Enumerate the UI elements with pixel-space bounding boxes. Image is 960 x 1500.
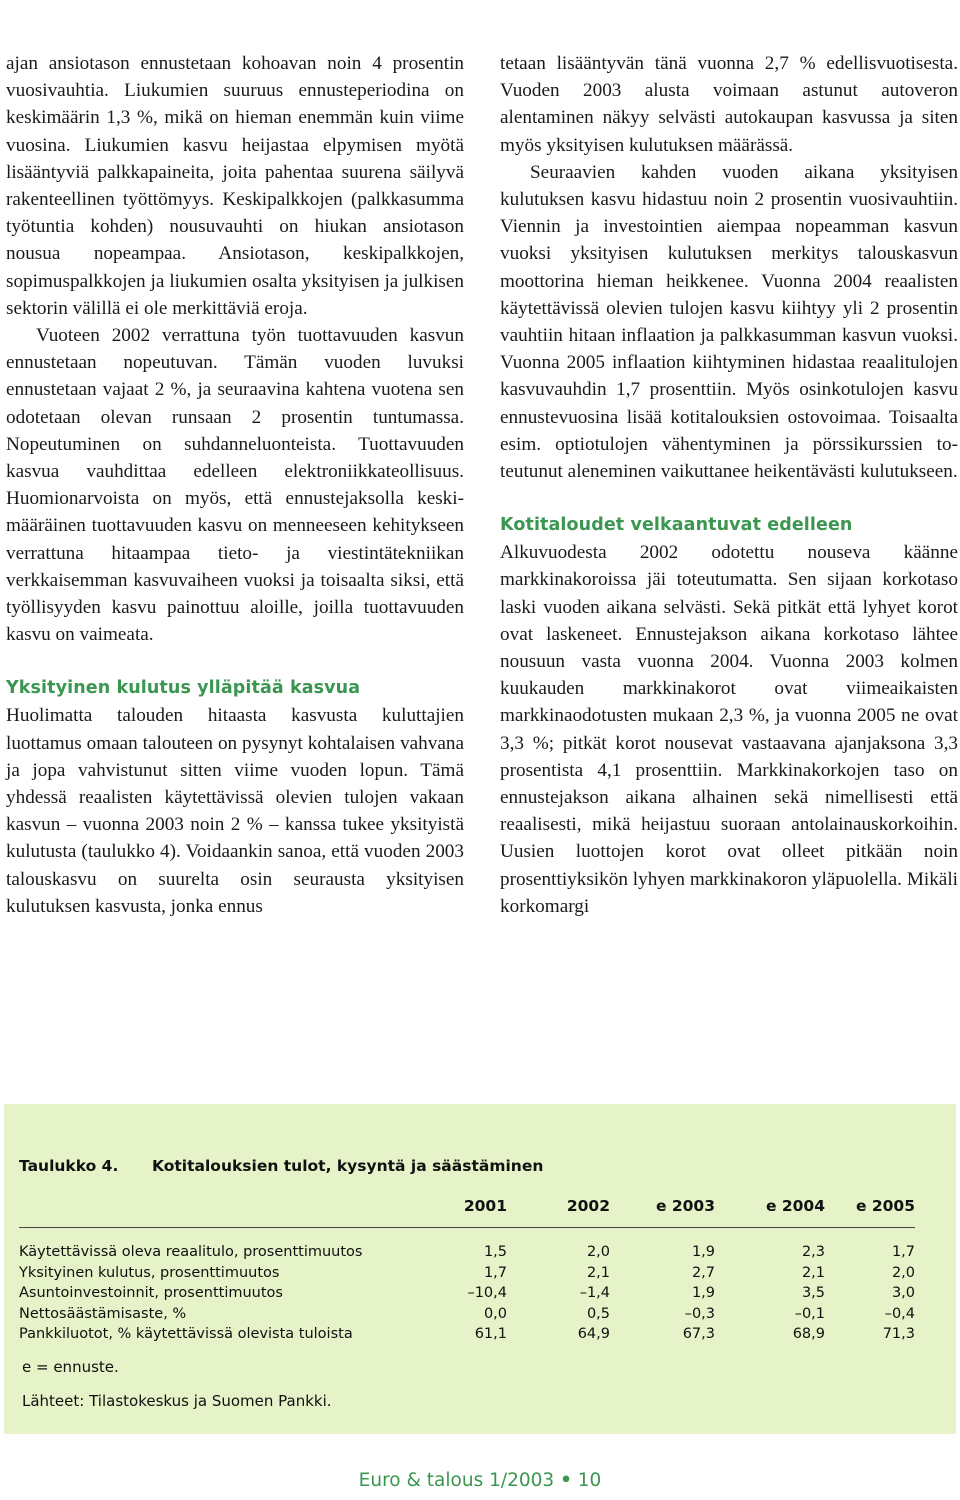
left-column	[6, 50, 464, 920]
table-cell: 64,9	[577, 1326, 610, 1343]
table-cell: 61,1	[474, 1326, 507, 1343]
section-heading: Yksityinen kulutus ylläpitää kasvua	[6, 678, 361, 699]
table-number: Taulukko 4.	[19, 1157, 119, 1175]
table-cell: 2,1	[801, 1264, 825, 1281]
paragraph: tetaan lisääntyvän tänä vuonna 2,7 % edellisvuotisesta. Vuoden 2003 alusta voimaan astunut autoveron alentaminen näkyy selvästi autokaupan kasvussa ja siten myös yksityisen kulutuksen määrässä.	[500, 53, 958, 156]
row-label: Pankkiluotot, % käytettävissä olevista tuloista	[19, 1326, 353, 1343]
table-cell: 2,7	[691, 1264, 715, 1281]
table-cell: 0,5	[586, 1305, 610, 1322]
table-cell: –0,3	[684, 1305, 715, 1322]
footer-bullet: •	[560, 1470, 572, 1491]
paragraph: ajan ansiotason ennustetaan kohoavan noin 4 prosentin vuosivauhtia. Liukumien suuruus ennusteperiodina on keskimäärin 1,3 %, mikä on hieman enemmän kuin viime vuosina. Liukumien kasvu heijastaa elpymisen myötä lisääntyviä palkkapaineita, joita pahentaa suurena säilyvä rakenteellinen työttömyys. Keskipalkkojen (palkkasumma työtuntia kohden) nousuvauhti on hiukan ansiotason nousua nopeampaa. Ansiotason, keskipalkkojen, sopimuspalkkojen ja liukumien osalta yksityisen ja julkisen sektorin välillä ei ole merkittäviä eroja.	[6, 53, 464, 319]
header-label-cell	[19, 1197, 439, 1228]
column-header: e 2004	[765, 1197, 825, 1215]
row-label: Asuntoinvestoinnit, prosenttimuutos	[19, 1285, 283, 1302]
section-heading: Kotitaloudet velkaantuvat edelleen	[500, 515, 853, 536]
table-row	[19, 1324, 915, 1345]
table-box	[4, 1104, 956, 1434]
table-row	[19, 1242, 915, 1263]
table-cell: 2,0	[586, 1244, 610, 1261]
table-source: Lähteet: Tilastokeskus ja Suomen Pankki.	[22, 1392, 332, 1410]
paragraph: Vuoteen 2002 verrattuna työn tuottavuuden kasvun ennustetaan nopeutuvan. Tämän vuoden luvuksi ennustetaan vajaat 2 %, ja seuraavina kahtena vuotena sen odotetaan olevan runsaan 2 prosentin tuntumassa. Nopeutuminen on suhdanneluonteista. Tuottavuuden kasvua vauhdittaa edelleen elektroniikkateollisuus. Huomionarvoista on myös, että ennustejaksolla keskimääräinen tuottavuuden kasvu on menneeseen kehitykseen verrattuna hitaampaa tieto- ja viestintätekniikan verkkaisemman kasvuvaiheen vuoksi ja toisaalta siksi, että työllisyyden kasvu painottuu aloille, joilla tuottavuuden kasvu on vaimeata.	[6, 325, 464, 646]
table-cell: 3,0	[891, 1285, 915, 1302]
paragraph: Huolimatta talouden hitaasta kasvusta kuluttajien luottamus omaan talouteen on pysynyt kohtalaisen vahvana ja jopa vahvistunut sitten viime vuoden lopun. Tämä yhdessä reaalisten käytettävissä olevien tulojen vakaan kasvun – vuonna 2003 noin 2 % – kanssa tukee yksityistä kulutusta (taulukko 4). Voidaankin sanoa, että vuoden 2003 talouskasvu on suurelta osin seurausta yksityisen kulutuksen kasvusta, jonka ennus	[6, 705, 464, 917]
paragraph: Seuraavien kahden vuoden aikana yksityisen kulutuksen kasvu hidastuu noin 2 prosentin vuosivauhtiin. Viennin ja investointien aiempaa nopeamman kasvun vuoksi yksityisen kulutuksen merkitys talouskasvun moottorina hieman heikkenee. Vuonna 2004 reaalisten käytettävissä olevien tulojen kasvu kiihtyy yli 2 prosentin vauhtiin hitaan inflaation ja palkkasumman kasvun vuoksi. Vuonna 2005 inflaation kiihtyminen hidastaa reaalitulojen kasvuvauhdin 1,7 prosenttiin. Myös osinkotulojen kasvu ennustevuosina lisää kotitalouksien ostovoimaa. Toisaalta esim. optiotulojen vähentyminen ja pörssikurssien toteutunut aleneminen vaikuttanee heikentävästi kulutukseen.	[500, 161, 958, 483]
table-cell: –0,4	[884, 1305, 915, 1322]
table-cell: 3,5	[801, 1285, 825, 1302]
table-note: e = ennuste.	[22, 1358, 119, 1376]
table-cell: 0,0	[483, 1305, 507, 1322]
table-cell: 67,3	[682, 1326, 715, 1343]
column-header: e 2005	[855, 1197, 915, 1215]
table-cell: 2,1	[586, 1264, 610, 1281]
table-title: Kotitalouksien tulot, kysyntä ja säästäminen	[152, 1157, 544, 1175]
table-row	[19, 1263, 915, 1284]
table-cell: 1,9	[691, 1244, 715, 1261]
paragraph: Alkuvuodesta 2002 odotettu nouseva käänne markkinakoroissa jäi toteutumatta. Sen sijaan korkotaso laski vuoden aikana selvästi. Sekä pitkät että lyhyet korot ovat laskeneet. Ennustejakson aikana korkotaso lähtee nousuun vasta vuonna 2004. Vuonna 2003 kolmen kuukauden markkinakorot ovat viimeaikaisten markkinaodotusten mukaan 2,3 %, ja vuonna 2005 ne ovat 3,3 %; pitkät korot nousevat vastaavana ajanjaksona 3,3 prosentista 4,1 prosenttiin. Markkinakorkojen taso on ennustejakson aikana alhainen sekä nimellisesti että reaalisesti, mikä heijastuu suoraan antolainauskorkoihin. Uusien luottojen korot ovat olleet pitkään noin prosenttiyksikön lyhyen markkinakoron yläpuolella. Mikäli korkomargi	[500, 542, 958, 917]
table-row	[19, 1304, 915, 1325]
data-table	[19, 1197, 915, 1345]
table-cell: 71,3	[882, 1326, 915, 1343]
column-header: e 2003	[655, 1197, 715, 1215]
table-row	[19, 1283, 915, 1304]
table-cell: 1,7	[891, 1244, 915, 1261]
table-cell: 1,9	[691, 1285, 715, 1302]
right-column	[500, 50, 958, 920]
table-cell: –1,4	[579, 1285, 610, 1302]
table-cell: 2,0	[891, 1264, 915, 1281]
row-label: Käytettävissä oleva reaalitulo, prosenttimuutos	[19, 1244, 363, 1261]
table-cell: 1,5	[483, 1244, 507, 1261]
table-cell: 2,3	[801, 1244, 825, 1261]
row-label: Yksityinen kulutus, prosenttimuutos	[19, 1264, 280, 1281]
table-cell: –10,4	[467, 1285, 507, 1302]
column-header: 2002	[566, 1197, 610, 1215]
row-label: Nettosäästämisaste, %	[19, 1305, 187, 1322]
table-cell: 68,9	[792, 1326, 825, 1343]
table-cell: 1,7	[483, 1264, 507, 1281]
table-cell: –0,1	[794, 1305, 825, 1322]
page-footer	[0, 1470, 960, 1491]
publication-name: Euro & talous 1/2003	[358, 1470, 555, 1491]
column-header: 2001	[463, 1197, 507, 1215]
table-header-row	[19, 1197, 915, 1228]
page-number: 10	[577, 1470, 602, 1491]
